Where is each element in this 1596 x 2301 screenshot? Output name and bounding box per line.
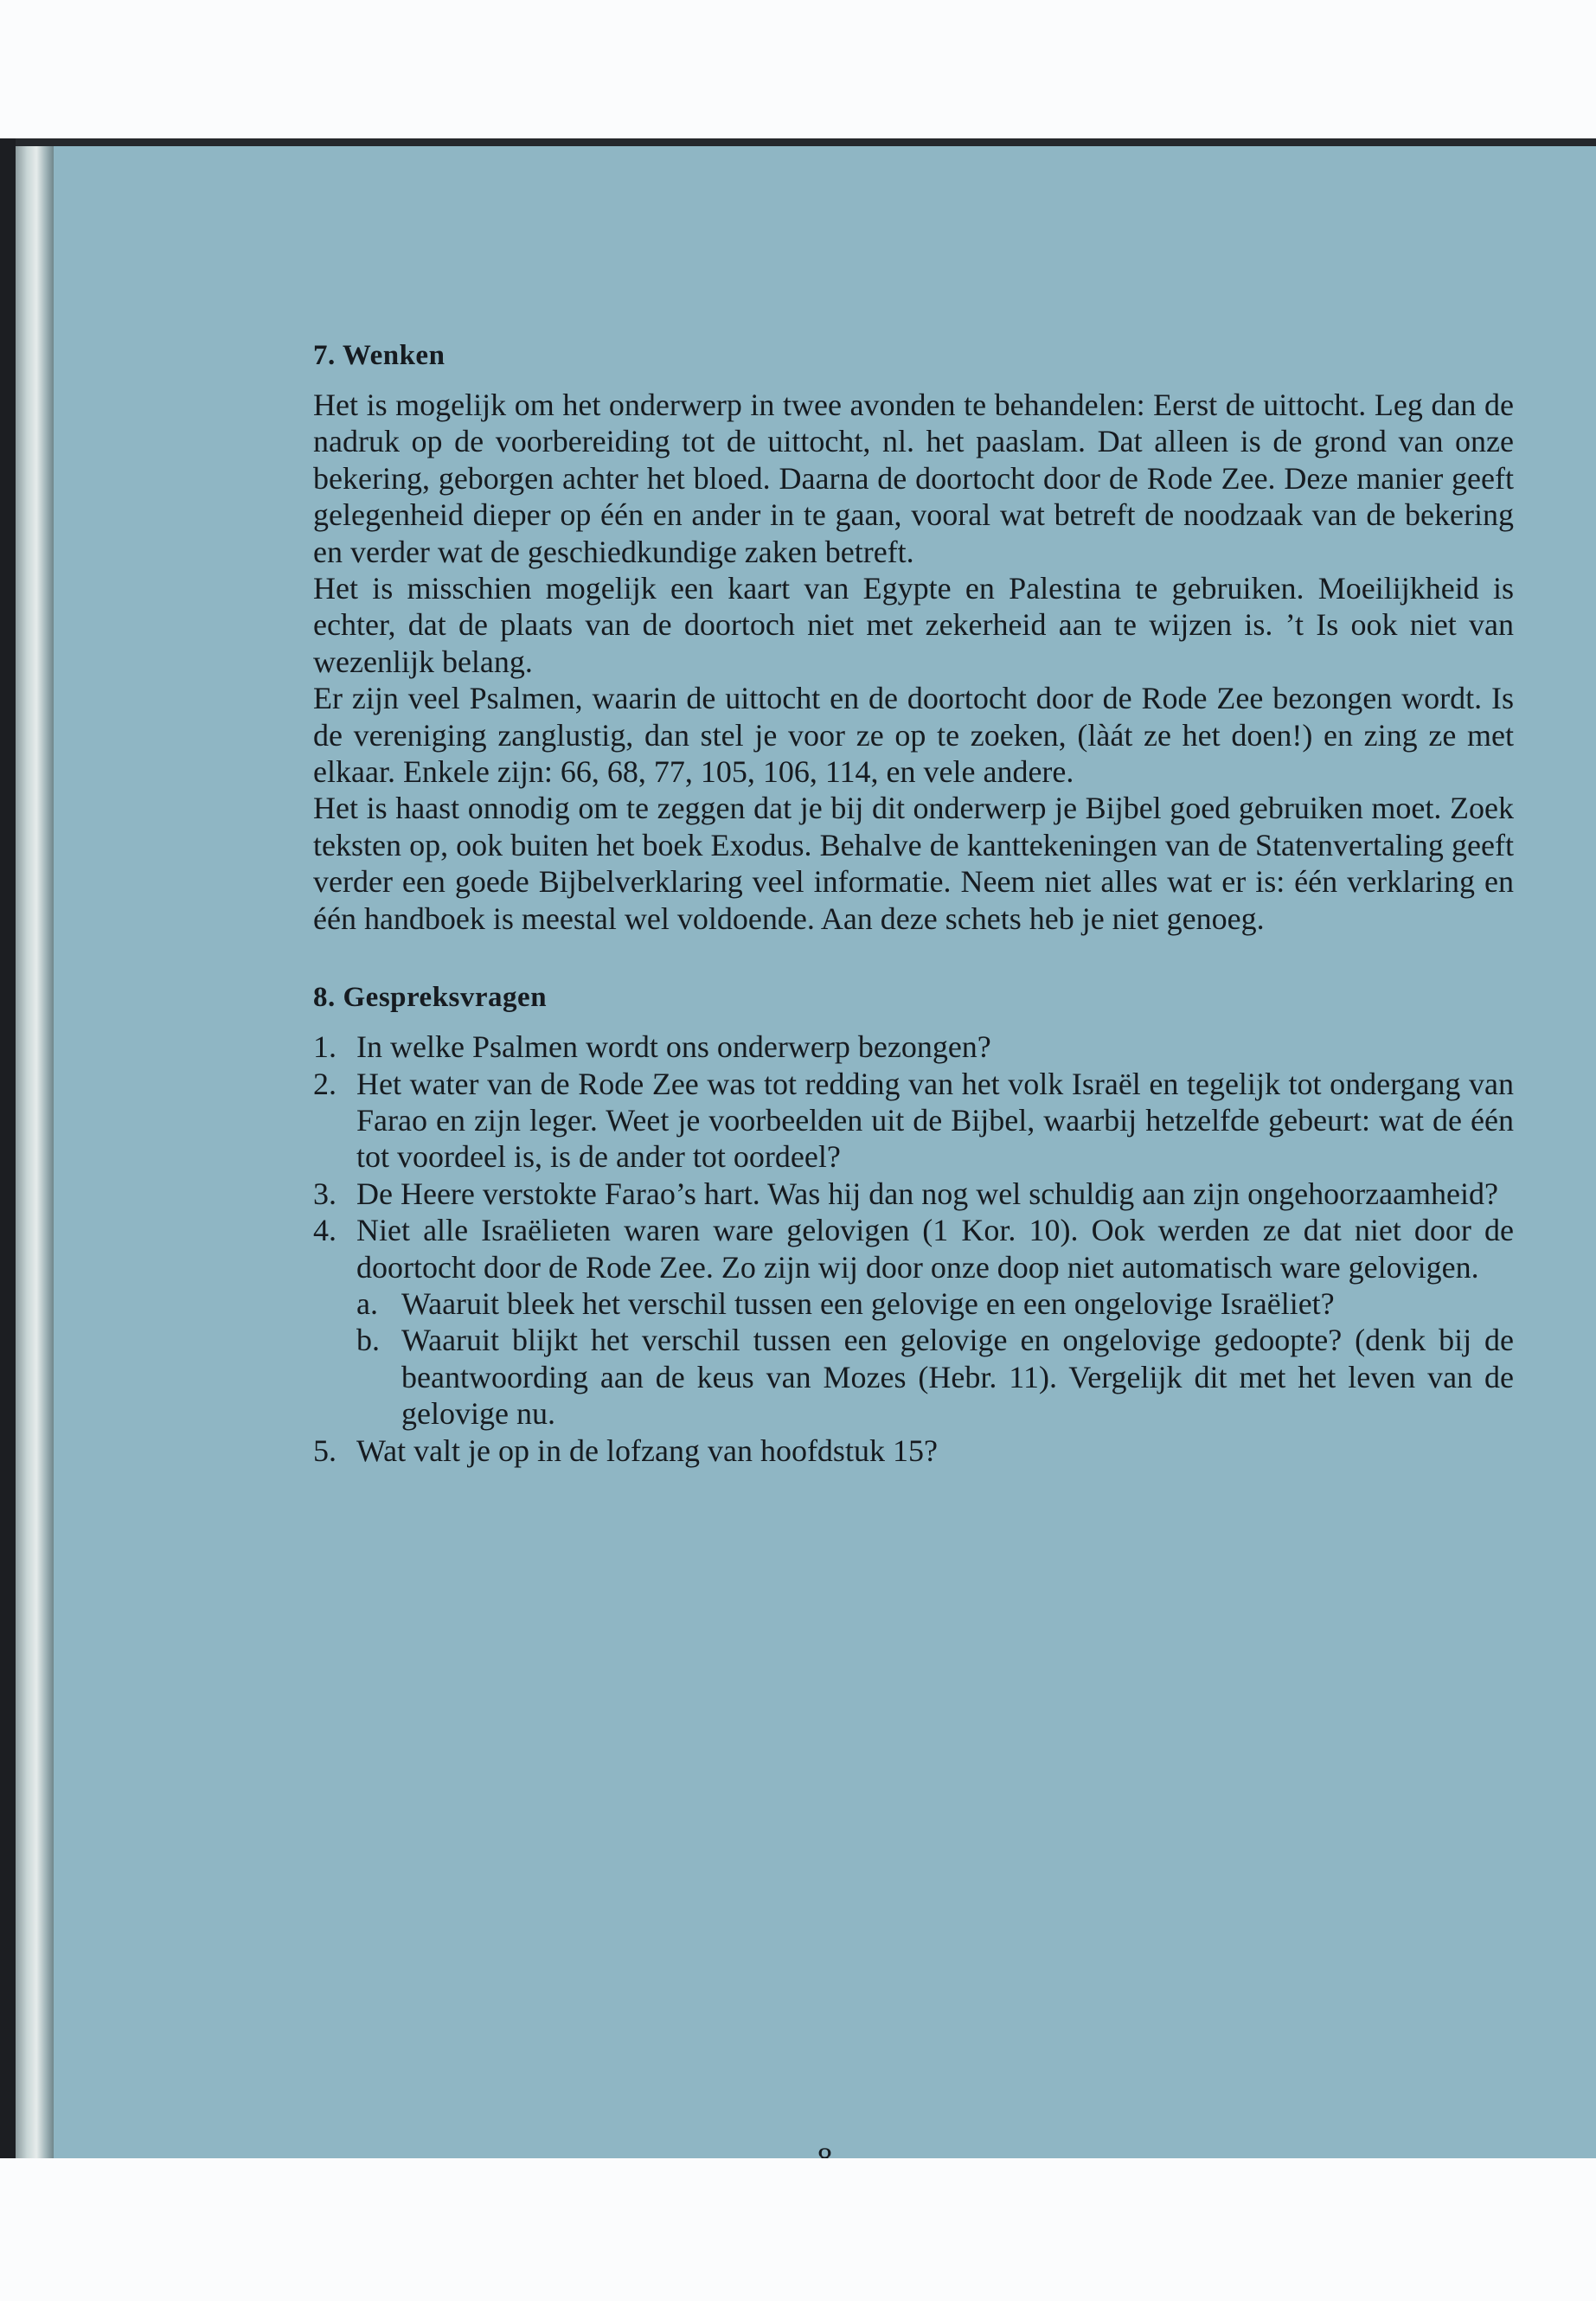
question-list	[313, 1029, 1514, 1469]
subquestion-list	[356, 1285, 1514, 1433]
scan-margin-bottom	[0, 2158, 1596, 2301]
question-item	[313, 1029, 1514, 1065]
question-text: Wat valt je op in de lofzang van hoofdstuk 15?	[356, 1433, 938, 1468]
question-text: Niet alle Israëlieten waren ware gelovigen (1 Kor. 10). Ook werden ze dat niet door de doortocht door de Rode Zee. Zo zijn wij door onze doop niet automatisch ware gelovigen.	[356, 1213, 1514, 1285]
question-item	[313, 1066, 1514, 1176]
section-heading-wenken: 7. Wenken	[313, 340, 445, 371]
question-number: 1.	[313, 1029, 337, 1065]
section-heading-gespreksvragen: 8. Gespreksvragen	[313, 982, 548, 1014]
question-text: De Heere verstokte Farao’s hart. Was hij dan nog wel schuldig aan zijn ongehoorzaamheid?	[356, 1176, 1498, 1211]
question-number: 5.	[313, 1433, 337, 1468]
question-text: In welke Psalmen wordt ons onderwerp bezongen?	[356, 1029, 991, 1065]
question-text: Het water van de Rode Zee was tot redding van het volk Israël en tegelijk tot ondergang van Farao en zijn leger. Weet je voorbeelden uit de Bijbel, waarbij hetzelfde gebeurt: wat de één tot voordeel is, is de ander tot oordeel?	[356, 1066, 1514, 1175]
scan-margin-top	[0, 0, 1596, 138]
book-top-edge	[16, 138, 1596, 146]
book-spine-edge	[0, 138, 16, 2158]
paragraph: Het is haast onnodig om te zeggen dat je bij dit onderwerp je Bijbel goed gebruiken moet. Zoek teksten op, ook buiten het boek Exodus. Behalve de kanttekeningen van de Statenvertaling geeft verder een goede Bijbelverklaring veel informatie. Neem niet alles wat er is: één verklaring en één handboek is meestal wel voldoende. Aan deze schets heb je niet genoeg.	[313, 791, 1514, 936]
page-content	[313, 336, 1514, 1469]
subquestion-letter: a.	[356, 1285, 378, 1321]
paragraph: Het is misschien mogelijk een kaart van Egypte en Palestina te gebruiken. Moeilijkheid is echter, dat de plaats van de doortoch niet met zekerheid aan te wijzen is. ’t Is ook niet van wezenlijk belang.	[313, 571, 1514, 679]
subquestion-letter: b.	[356, 1323, 380, 1358]
paragraph: Het is mogelijk om het onderwerp in twee avonden te behandelen: Eerst de uittocht. Leg dan de nadruk op de voorbereiding tot de uittocht, nl. het paaslam. Dat alleen is de grond van onze bekering, geborgen achter het bloed. Daarna de doortocht door de Rode Zee. Deze manier geeft gelegenheid dieper op één en ander in te gaan, vooral wat betreft de noodzaak van de bekering en verder wat de geschiedkundige zaken betreft.	[313, 388, 1514, 569]
subquestion-text: Waaruit bleek het verschil tussen een gelovige en een ongelovige Israëliet?	[401, 1285, 1335, 1321]
paragraph: Er zijn veel Psalmen, waarin de uittocht en de doortocht door de Rode Zee bezongen wordt. Is de vereniging zanglustig, dan stel je voor ze op te zoeken, (làát ze het doen!) en zing ze met elkaar. Enkele zijn: 66, 68, 77, 105, 106, 114, en vele andere.	[313, 681, 1514, 790]
subquestion-text: Waaruit blijkt het verschil tussen een gelovige en ongelovige gedoopte? (denk bij de beantwoording aan de keus van Mozes (Hebr. 11). Vergelijk dit met het leven van de gelovige nu.	[401, 1323, 1514, 1432]
question-item	[313, 1212, 1514, 1432]
subquestion-item	[356, 1285, 1514, 1322]
page-stack-edge	[16, 138, 54, 2158]
question-number: 2.	[313, 1066, 337, 1101]
question-number: 3.	[313, 1176, 337, 1211]
question-item	[313, 1176, 1514, 1212]
question-item	[313, 1433, 1514, 1469]
subquestion-item	[356, 1322, 1514, 1432]
section-wenken	[313, 336, 1514, 937]
section-gespreksvragen	[313, 978, 1514, 1469]
book-page	[54, 146, 1596, 2158]
question-number: 4.	[313, 1213, 337, 1248]
